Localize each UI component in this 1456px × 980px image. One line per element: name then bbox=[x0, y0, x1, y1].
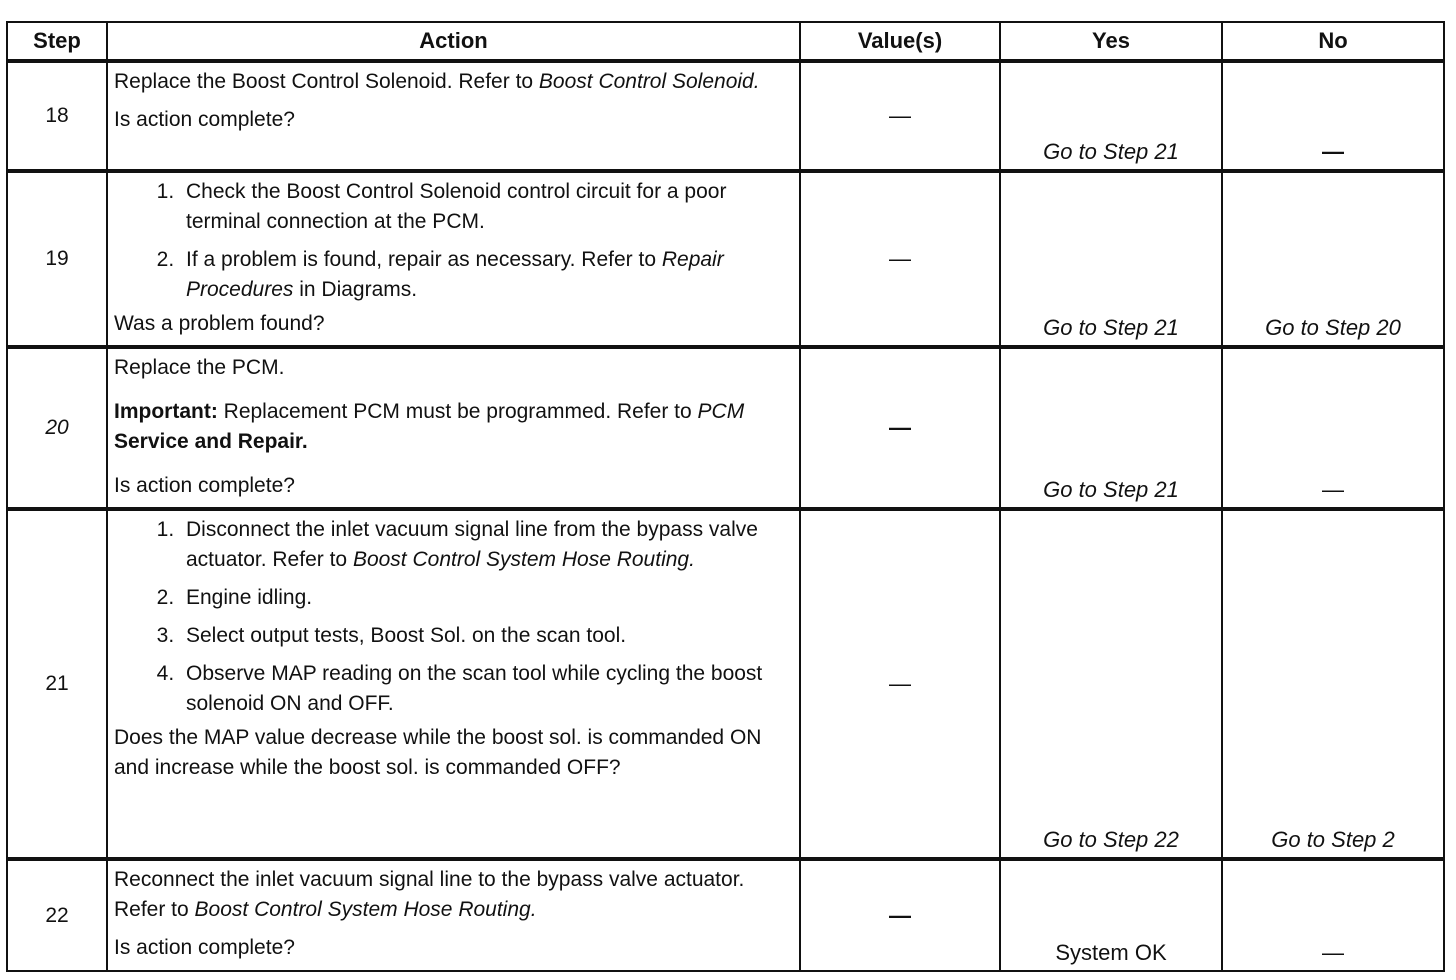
action-text: Replace the Boost Control Solenoid. Refer to Boost Control Solenoid. bbox=[114, 70, 760, 93]
reference-link: Repair Procedures bbox=[186, 248, 724, 301]
row-step-19 bbox=[7, 171, 1444, 347]
row-step-21 bbox=[7, 509, 1444, 859]
header-yes: Yes bbox=[1000, 22, 1222, 61]
action-question: Is action complete? bbox=[114, 936, 295, 959]
step-number: 22 bbox=[7, 859, 107, 971]
diagnostic-table bbox=[6, 21, 1445, 972]
row-step-18 bbox=[7, 61, 1444, 171]
action-steps-list bbox=[114, 515, 793, 719]
action-question: Was a problem found? bbox=[114, 312, 325, 335]
action-step-item: 4. Observe MAP reading on the scan tool while cycling the boost solenoid ON and OFF. bbox=[180, 659, 793, 719]
reference-link: Boost Control System Hose Routing. bbox=[194, 898, 537, 921]
action-step-item: 2. If a problem is found, repair as necessary. Refer to Repair Procedures in Diagrams. bbox=[180, 245, 793, 305]
header-no: No bbox=[1222, 22, 1444, 61]
header-action: Action bbox=[107, 22, 800, 61]
no-cell: — bbox=[1222, 61, 1444, 171]
row-step-20 bbox=[7, 347, 1444, 509]
yes-cell: Go to Step 21 bbox=[1000, 171, 1222, 347]
action-text: Replace the PCM. bbox=[114, 356, 285, 379]
yes-cell: Go to Step 21 bbox=[1000, 347, 1222, 509]
no-cell: — bbox=[1222, 347, 1444, 509]
step-number: 19 bbox=[7, 171, 107, 347]
action-step-item: 2. Engine idling. bbox=[180, 583, 793, 613]
action-question: Is action complete? bbox=[114, 474, 295, 497]
action-text: Reconnect the inlet vacuum signal line to the bypass valve actuator. Refer to Boost Control System Hose Routing. bbox=[114, 868, 745, 921]
yes-cell: Go to Step 22 bbox=[1000, 509, 1222, 859]
step-number: 21 bbox=[7, 509, 107, 859]
action-cell bbox=[107, 171, 800, 347]
no-cell: Go to Step 20 bbox=[1222, 171, 1444, 347]
action-step-item: 1. Check the Boost Control Solenoid control circuit for a poor terminal connection at the PCM. bbox=[180, 177, 793, 237]
action-question: Does the MAP value decrease while the boost sol. is commanded ON and increase while the boost sol. is commanded OFF? bbox=[114, 726, 762, 779]
value-cell: — bbox=[800, 347, 1000, 509]
reference-link: Boost Control Solenoid. bbox=[538, 70, 760, 93]
action-steps-list bbox=[114, 177, 793, 305]
action-cell bbox=[107, 859, 800, 971]
action-cell bbox=[107, 61, 800, 171]
yes-cell: System OK bbox=[1000, 859, 1222, 971]
action-step-item: 1. Disconnect the inlet vacuum signal line from the bypass valve actuator. Refer to Boost Control System Hose Routing. bbox=[180, 515, 793, 575]
action-question: Is action complete? bbox=[114, 108, 295, 131]
step-number: 20 bbox=[7, 347, 107, 509]
reference-link: Boost Control System Hose Routing. bbox=[352, 548, 695, 571]
reference-link: PCM bbox=[697, 400, 745, 423]
no-cell: Go to Step 2 bbox=[1222, 509, 1444, 859]
step-number: 18 bbox=[7, 61, 107, 171]
no-cell: — bbox=[1222, 859, 1444, 971]
action-cell bbox=[107, 509, 800, 859]
value-cell: — bbox=[800, 171, 1000, 347]
action-cell bbox=[107, 347, 800, 509]
row-step-22 bbox=[7, 859, 1444, 971]
value-cell: — bbox=[800, 61, 1000, 171]
value-cell: — bbox=[800, 509, 1000, 859]
important-note: Important: Replacement PCM must be programmed. Refer to PCM Service and Repair. bbox=[114, 400, 745, 453]
yes-cell: Go to Step 21 bbox=[1000, 61, 1222, 171]
action-step-item: 3. Select output tests, Boost Sol. on the scan tool. bbox=[180, 621, 793, 651]
value-cell: — bbox=[800, 859, 1000, 971]
header-step: Step bbox=[7, 22, 107, 61]
header-row bbox=[7, 22, 1444, 61]
header-values: Value(s) bbox=[800, 22, 1000, 61]
